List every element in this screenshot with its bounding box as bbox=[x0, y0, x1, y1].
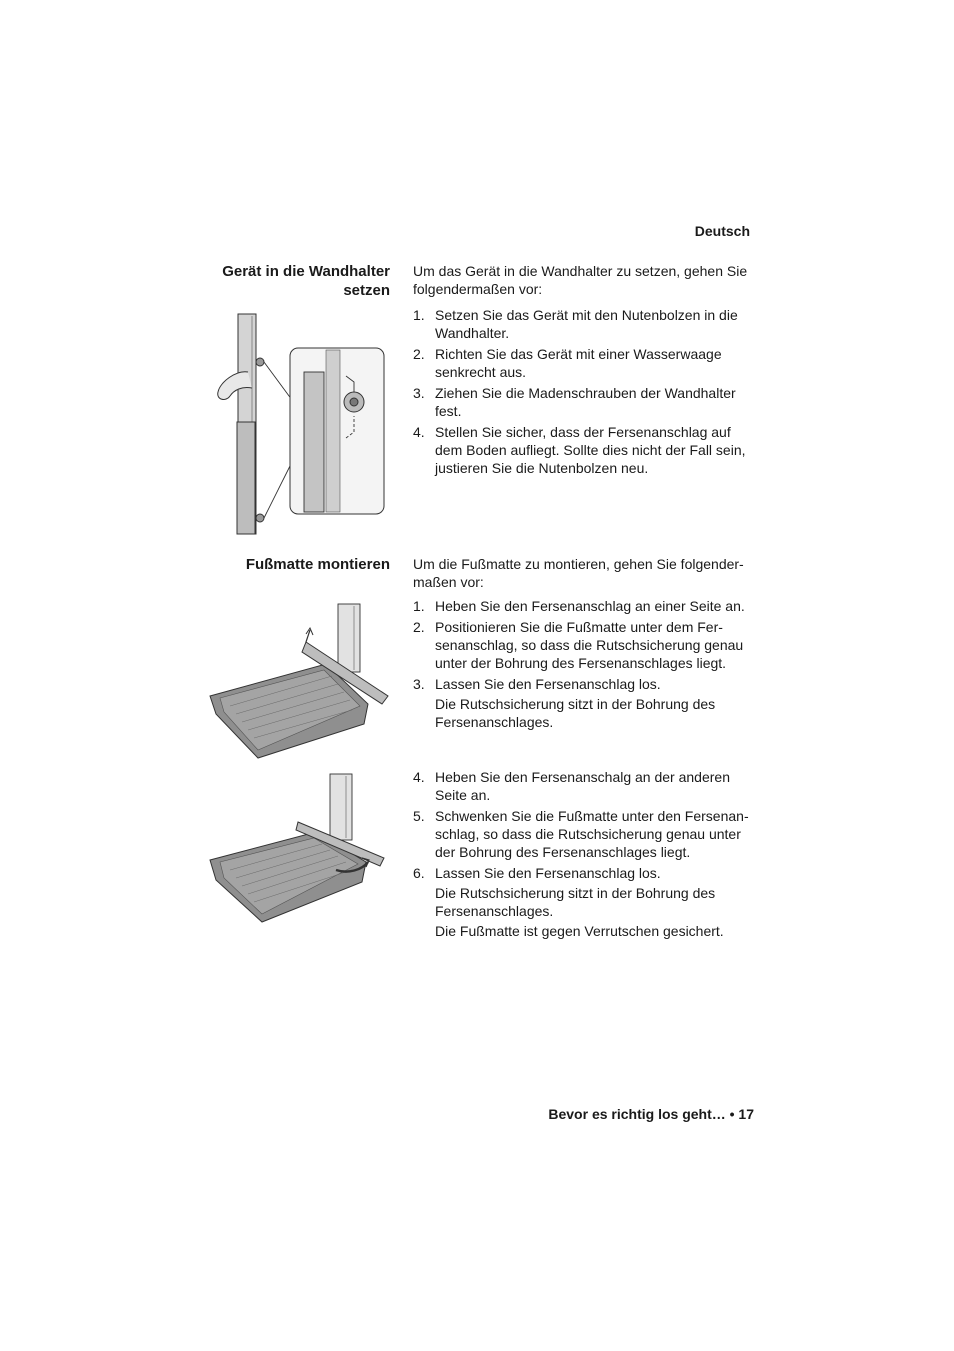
step-text: Stellen Sie sicher, dass der Fersenanschlag auf dem Boden aufliegt. Sollte dies nicht der Fall sein, justieren Sie die Nutenbolzen neu. bbox=[435, 424, 746, 476]
foot-mat-illustration-1 bbox=[206, 602, 392, 764]
section1-steps bbox=[413, 306, 758, 480]
list-item bbox=[413, 864, 758, 940]
step-number: 1. bbox=[413, 307, 425, 323]
step-number: 5. bbox=[413, 808, 425, 824]
step-number: 2. bbox=[413, 619, 425, 635]
language-label: Deutsch bbox=[694, 223, 750, 239]
step-number: 3. bbox=[413, 385, 425, 401]
list-item bbox=[413, 423, 758, 477]
step-text: Ziehen Sie die Madenschrauben der Wandhalter fest. bbox=[435, 385, 736, 419]
step-text: Heben Sie den Fersenanschlag an einer Seite an. bbox=[435, 598, 745, 614]
foot-mat-illustration-2 bbox=[206, 772, 392, 926]
step-number: 3. bbox=[413, 676, 425, 692]
step-text: Setzen Sie das Gerät mit den Nutenbolzen in die Wandhalter. bbox=[435, 307, 738, 341]
list-item bbox=[413, 597, 758, 615]
step-text: Lassen Sie den Fersenanschlag los. bbox=[435, 676, 661, 692]
page-footer: Bevor es richtig los geht… • 17 bbox=[548, 1106, 754, 1122]
section2-steps-part1 bbox=[413, 597, 758, 734]
wall-holder-illustration bbox=[208, 312, 388, 536]
section-heading-wall-mount bbox=[222, 262, 390, 300]
step-text: Richten Sie das Gerät mit einer Wasserwaage senkrecht aus. bbox=[435, 346, 722, 380]
list-item bbox=[413, 675, 758, 731]
step-number: 4. bbox=[413, 769, 425, 785]
list-item bbox=[413, 306, 758, 342]
step-note: Die Rutschsicherung sitzt in der Bohrung des Fersenanschlages. bbox=[435, 696, 716, 730]
step-text: Lassen Sie den Fersenanschlag los. bbox=[435, 865, 661, 881]
step-note: Die Fußmatte ist gegen Verrutschen gesichert. bbox=[435, 923, 724, 939]
list-item bbox=[413, 768, 758, 804]
step-text: Schwenken Sie die Fußmatte unter den Fersenan-schlag, so dass die Rutschsicherung genau unter der Bohrung des Fersenanschlages liegt. bbox=[435, 808, 749, 860]
list-item bbox=[413, 384, 758, 420]
step-number: 2. bbox=[413, 346, 425, 362]
step-number: 6. bbox=[413, 865, 425, 881]
step-note: Die Rutschsicherung sitzt in der Bohrung des Fersenanschlages. bbox=[435, 885, 716, 919]
section2-intro: Um die Fußmatte zu montieren, gehen Sie folgender-maßen vor: bbox=[413, 556, 744, 590]
step-text: Heben Sie den Fersenanschalg an der anderen Seite an. bbox=[435, 769, 730, 803]
list-item bbox=[413, 618, 758, 672]
step-number: 1. bbox=[413, 598, 425, 614]
section1-intro: Um das Gerät in die Wandhalter zu setzen, gehen Sie folgendermaßen vor: bbox=[413, 263, 748, 297]
list-item bbox=[413, 807, 758, 861]
section-heading-foot-mat: Fußmatte montieren bbox=[245, 556, 390, 573]
list-item bbox=[413, 345, 758, 381]
step-number: 4. bbox=[413, 424, 425, 440]
heading-line-1: Gerät in die Wandhalter bbox=[222, 263, 390, 280]
step-text: Positionieren Sie die Fußmatte unter dem Fer-senanschlag, so dass die Rutschsicherung genau unter der Bohrung des Fersenanschlages liegt. bbox=[435, 619, 744, 671]
heading-line-2: setzen bbox=[343, 282, 390, 299]
section2-steps-part2 bbox=[413, 768, 758, 943]
